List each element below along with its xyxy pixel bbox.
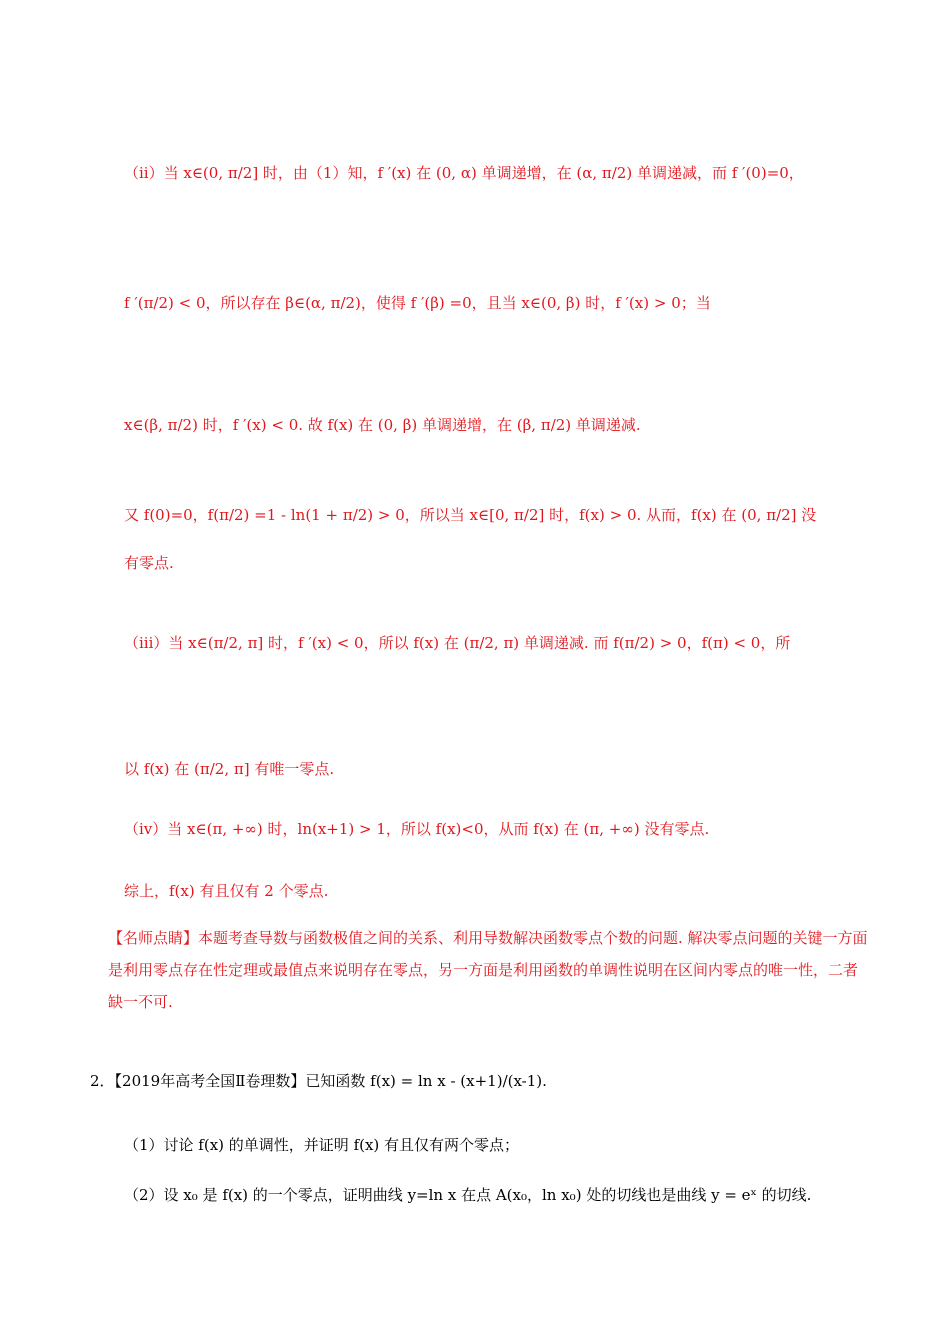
case-ii-line-4: 又 f(0)=0，f(π/2) =1 - ln(1 + π/2) > 0，所以当 x∈[0, π/2] 时，f(x) > 0. 从而，f(x) 在 (0, π/2] 没 [124, 506, 817, 524]
teacher-note: 【名师点睛】本题考查导数与函数极值之间的关系、利用导数解决函数零点个数的问题. 解决零点问题的关键一方面是利用零点存在性定理或最值点来说明存在零点，另一方面是利用函数的单调性说明在区间内零点的唯一性，二者缺一不可. [108, 929, 868, 1011]
case-iii-line-1: （iii）当 x∈(π/2, π] 时，f ′(x) < 0，所以 f(x) 在 (π/2, π) 单调递减. 而 f(π/2) > 0，f(π) < 0，所 [124, 634, 791, 652]
case-ii-line-1: （ii）当 x∈(0, π/2] 时，由（1）知，f ′(x) 在 (0, α) 单调递增，在 (α, π/2) 单调递减，而 f ′(0)=0， [124, 164, 804, 182]
problem-2-question-1: （1）讨论 f(x) 的单调性，并证明 f(x) 有且仅有两个零点； [124, 1136, 520, 1154]
case-ii-line-5: 有零点. [124, 554, 174, 572]
case-ii-line-2: f ′(π/2) < 0，所以存在 β∈(α, π/2)，使得 f ′(β) =0，且当 x∈(0, β) 时，f ′(x) > 0；当 [124, 294, 711, 312]
case-iv-line: （iv）当 x∈(π, +∞) 时，ln(x+1) > 1，所以 f(x)<0，从而 f(x) 在 (π, +∞) 没有零点. [124, 820, 710, 838]
summary-line: 综上，f(x) 有且仅有 2 个零点. [124, 882, 329, 900]
case-ii-line-3: x∈(β, π/2) 时，f ′(x) < 0. 故 f(x) 在 (0, β) 单调递增，在 (β, π/2) 单调递减. [124, 416, 641, 434]
problem-2-stem: 2．【2019年高考全国Ⅱ卷理数】已知函数 f(x) = ln x - (x+1)/(x-1). [90, 1072, 547, 1090]
problem-2-question-2: （2）设 x₀ 是 f(x) 的一个零点，证明曲线 y=ln x 在点 A(x₀，ln x₀) 处的切线也是曲线 y = eˣ 的切线. [124, 1186, 812, 1204]
case-iii-line-2: 以 f(x) 在 (π/2, π] 有唯一零点. [124, 760, 335, 778]
